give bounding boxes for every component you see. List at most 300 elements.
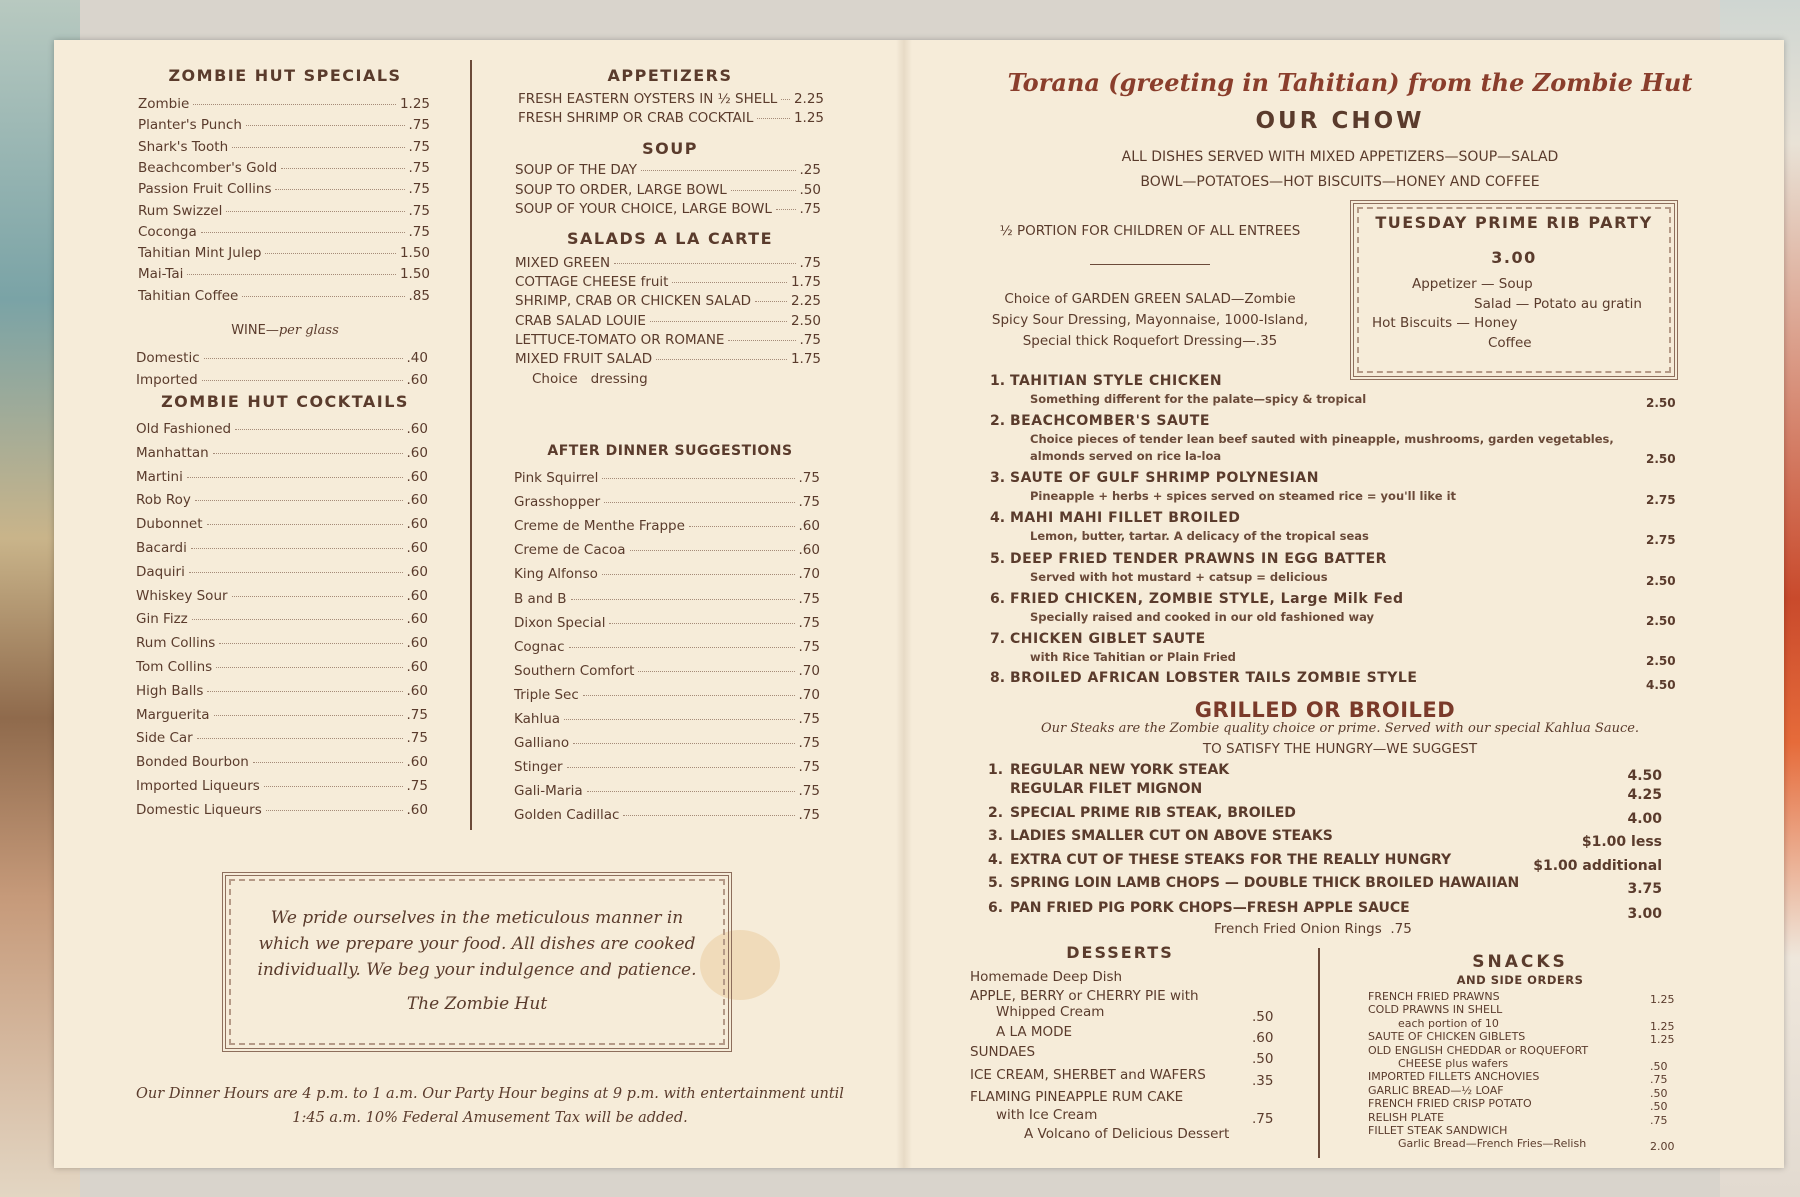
salad-item-name: SHRIMP, CRAB OR CHICKEN SALAD (515, 293, 752, 310)
dessert-price-3: .50 (1252, 1009, 1274, 1025)
special-item-price: .75 (408, 181, 430, 198)
dessert-line-9: A Volcano of Delicious Dessert (1024, 1126, 1230, 1142)
chow-subtitle-line-1: ALL DISHES SERVED WITH MIXED APPETIZERS—SOUP—SALAD (1121, 149, 1559, 165)
entree-description: almonds served on rice la-loa (1030, 449, 1222, 463)
after-dinner-item (514, 711, 820, 727)
cocktail-item-price: .60 (406, 563, 428, 580)
after-dinner-item (514, 518, 820, 534)
dot-leader (197, 738, 403, 739)
after-dinner-item (514, 615, 820, 631)
dessert-line-6: ICE CREAM, SHERBET and WAFERS (970, 1067, 1206, 1083)
note-divider (1090, 264, 1210, 265)
soup-item-name: SOUP OF THE DAY (515, 162, 638, 178)
soup-item-name: SOUP TO ORDER, LARGE BOWL (515, 181, 727, 198)
cocktail-item-price: .75 (406, 706, 428, 723)
special-item-name: Mai-Tai (138, 266, 184, 283)
special-item-price: .85 (408, 287, 430, 304)
wine-item-price: .40 (406, 350, 428, 366)
salad-choice (980, 289, 1320, 352)
entree-description: Lemon, butter, tartar. A delicacy of the tropical seas (1030, 529, 1369, 543)
appetizer-item-name: FRESH SHRIMP OR CRAB COCKTAIL (518, 110, 754, 126)
grilled-item-number: 2. (988, 805, 1004, 821)
after-dinner-item-price: .75 (798, 807, 820, 824)
entree-description: Specially raised and cooked in our old fashioned way (1030, 610, 1375, 624)
snack-line: Garlic Bread—French Fries—Relish (1398, 1137, 1587, 1151)
entree-title: FRIED CHICKEN, ZOMBIE STYLE, Large Milk Fed (1010, 591, 1404, 607)
hours-line-2: 1:45 a.m. 10% Federal Amusement Tax will be added. (292, 1110, 688, 1126)
dot-leader (189, 572, 403, 573)
salad-item-name: MIXED GREEN (515, 255, 611, 271)
cocktail-item-price: .60 (406, 682, 428, 699)
prime-rib-line-1: Appetizer — Soup (1412, 276, 1533, 292)
salad-item (515, 351, 821, 367)
dessert-price-4: .60 (1252, 1030, 1274, 1046)
after-dinner-item-name: Creme de Cacoa (514, 542, 626, 559)
cocktail-item-price: .60 (406, 421, 428, 437)
dot-leader (776, 209, 796, 210)
dessert-line-4: A LA MODE (996, 1024, 1073, 1040)
salad-item-price: 2.50 (790, 312, 821, 329)
dot-leader (587, 791, 795, 792)
snack-line: COLD PRAWNS IN SHELL (1368, 1003, 1503, 1017)
prime-rib-line-4: Coffee (1488, 335, 1532, 351)
grilled-item-name: PAN FRIED PIG PORK CHOPS—FRESH APPLE SAUCE (1010, 900, 1410, 916)
entree-description: Something different for the palate—spicy & tropical (1030, 392, 1367, 406)
snack-price: 1.25 (1650, 1019, 1675, 1033)
prime-rib-price: 3.00 (1491, 248, 1537, 267)
entree-price: 4.50 (1646, 678, 1676, 692)
after-dinner-item-name: Galliano (514, 735, 570, 752)
cocktail-item (136, 611, 428, 627)
special-item-price: 1.50 (399, 266, 430, 283)
dot-leader (253, 762, 403, 763)
after-dinner-item (514, 639, 820, 655)
grilled-item-name: SPECIAL PRIME RIB STEAK, BROILED (1010, 805, 1296, 821)
entree-title: SAUTE OF GULF SHRIMP POLYNESIAN (1010, 470, 1319, 486)
salads-note: Choice dressing (532, 371, 648, 387)
after-dinner-item (514, 663, 820, 679)
dot-leader (195, 500, 403, 501)
dot-leader (216, 667, 402, 668)
dessert-line-3: Whipped Cream (996, 1004, 1105, 1020)
entree-title: TAHITIAN STYLE CHICKEN (1010, 373, 1223, 389)
salad-item (515, 332, 821, 348)
wine-title-main: WINE (231, 323, 266, 338)
soup-item-price: .50 (799, 181, 821, 198)
after-dinner-item-name: Dixon Special (514, 614, 606, 631)
entree-number: 5. (990, 551, 1006, 567)
after-dinner-item-name: Triple Sec (514, 686, 579, 703)
special-item-name: Planter's Punch (138, 117, 242, 134)
special-item-name: Beachcomber's Gold (138, 159, 278, 176)
salad-item-price: .75 (799, 331, 821, 348)
after-dinner-item-name: King Alfonso (514, 566, 598, 583)
dot-leader (201, 232, 405, 233)
snack-line: FILLET STEAK SANDWICH (1368, 1124, 1508, 1137)
cocktail-item (136, 421, 428, 437)
dessert-line-5: SUNDAES (970, 1044, 1036, 1060)
dot-leader (614, 263, 795, 264)
desserts-title: DESSERTS (1066, 943, 1174, 962)
after-dinner-item (514, 687, 820, 703)
snack-line: RELISH PLATE (1368, 1110, 1445, 1124)
soup-item-name: SOUP OF YOUR CHOICE, LARGE BOWL (515, 201, 772, 217)
dot-leader (264, 786, 403, 787)
after-dinner-item (514, 735, 820, 751)
special-item (138, 96, 430, 112)
greeting: Torana (greeting in Tahitian) from the Zombie Hut (1007, 68, 1693, 97)
pride-line-2: which we prepare your food. All dishes are cooked (258, 934, 696, 954)
dot-leader (672, 282, 786, 283)
after-dinner-item-name: Creme de Menthe Frappe (514, 518, 685, 535)
dot-leader (602, 574, 795, 575)
grilled-item-price: 4.50 (1627, 768, 1662, 784)
snack-price: 2.00 (1650, 1140, 1675, 1154)
dessert-price-8: .75 (1252, 1111, 1274, 1127)
entree-number: 2. (990, 413, 1006, 429)
salad-choice-line-1: Choice of GARDEN GREEN SALAD—Zombie (1004, 291, 1296, 307)
snack-line: each portion of 10 (1398, 1016, 1499, 1030)
soup-item-price: .25 (799, 162, 821, 178)
after-dinner-item-price: .75 (798, 590, 820, 607)
after-dinner-item (514, 470, 820, 486)
special-item (138, 117, 430, 133)
snack-price: 1.25 (1650, 993, 1675, 1006)
dot-leader (602, 478, 794, 479)
grilled-item-name: REGULAR FILET MIGNON (1010, 781, 1203, 797)
salad-item-price: 2.25 (790, 293, 821, 310)
entree-title: BROILED AFRICAN LOBSTER TAILS ZOMBIE STYLE (1010, 670, 1418, 686)
snack-price: .75 (1650, 1113, 1668, 1127)
salad-item-price: 1.75 (790, 274, 821, 291)
children-note: ½ PORTION FOR CHILDREN OF ALL ENTREES (999, 223, 1301, 239)
entree-title: MAHI MAHI FILLET BROILED (1010, 510, 1241, 526)
snack-line: SAUTE OF CHICKEN GIBLETS (1368, 1030, 1526, 1044)
after-dinner-item-name: Gali-Maria (514, 783, 583, 800)
grilled-item-price: $1.00 less (1581, 834, 1662, 850)
dot-leader (226, 211, 404, 212)
pride-line-1: We pride ourselves in the meticulous manner in (270, 908, 684, 928)
wine-item-price: .60 (406, 371, 428, 388)
wine-item (136, 372, 428, 388)
wine-item (136, 350, 428, 366)
dot-leader (242, 296, 404, 297)
cocktail-item-name: Dubonnet (136, 516, 203, 533)
cocktail-item (136, 469, 428, 485)
entree-description: Choice pieces of tender lean beef sauted with pineapple, mushrooms, garden vegetables, (1030, 432, 1614, 446)
entree-number: 6. (990, 591, 1006, 607)
grilled-item-name: SPRING LOIN LAMB CHOPS — DOUBLE THICK BROILED HAWAIIAN (1010, 875, 1520, 891)
entree-title: BEACHCOMBER'S SAUTE (1010, 413, 1210, 429)
cocktail-item-price: .60 (406, 540, 428, 556)
grilled-item-price: 4.00 (1627, 811, 1662, 827)
dessert-price-5: .50 (1252, 1051, 1274, 1067)
cocktail-item-name: Whiskey Sour (136, 587, 228, 604)
after-dinner-item (514, 807, 820, 823)
grilled-item-price: $1.00 additional (1533, 858, 1662, 874)
snack-line: IMPORTED FILLETS ANCHOVIES (1368, 1070, 1540, 1084)
cocktail-item (136, 445, 428, 461)
salad-item (515, 274, 821, 290)
special-item-price: 1.50 (399, 245, 430, 262)
dot-leader (202, 380, 403, 381)
dot-leader (755, 301, 787, 302)
dot-leader (219, 643, 402, 644)
salad-item (515, 293, 821, 309)
grilled-item-number: 3. (988, 828, 1004, 844)
snack-price: .75 (1650, 1073, 1668, 1087)
grilled-item-name: EXTRA CUT OF THESE STEAKS FOR THE REALLY HUNGRY (1010, 852, 1452, 868)
salad-item-name: MIXED FRUIT SALAD (515, 351, 653, 367)
grilled-item-number: 4. (988, 852, 1004, 868)
dot-leader (204, 358, 403, 359)
wine-item-name: Domestic (136, 350, 200, 366)
pride-text (222, 905, 732, 1017)
snack-line: OLD ENGLISH CHEDDAR or ROQUEFORT (1368, 1043, 1589, 1057)
cocktail-item (136, 659, 428, 675)
grilled-item-name: REGULAR NEW YORK STEAK (1010, 762, 1230, 778)
special-item-name: Rum Swizzel (138, 202, 223, 219)
cocktail-item-name: Rum Collins (136, 635, 216, 652)
entree-number: 7. (990, 631, 1006, 647)
dot-leader (266, 810, 403, 811)
salad-item-price: 1.75 (790, 351, 821, 367)
entree-description: with Rice Tahitian or Plain Fried (1030, 650, 1236, 664)
dot-leader (191, 548, 403, 549)
dot-leader (623, 815, 794, 816)
dot-leader (567, 767, 795, 768)
special-item-name: Zombie (138, 96, 190, 112)
dot-leader (571, 599, 795, 600)
entree-number: 3. (990, 470, 1006, 486)
snack-price: .50 (1650, 1060, 1668, 1073)
snack-price: 1.25 (1650, 1033, 1675, 1047)
pride-signature: The Zombie Hut (406, 994, 548, 1014)
dot-leader (246, 125, 405, 126)
cocktail-item (136, 635, 428, 651)
dot-leader (265, 253, 395, 254)
grilled-suggest: TO SATISFY THE HUNGRY—WE SUGGEST (1202, 741, 1478, 757)
grilled-item-number: 5. (988, 875, 1004, 891)
cocktail-item (136, 778, 428, 794)
cocktail-item-price: .60 (406, 587, 428, 604)
onion-rings: French Fried Onion Rings .75 (1214, 921, 1412, 937)
dot-leader (656, 359, 787, 360)
dot-leader (583, 695, 795, 696)
cocktail-item-price: .60 (406, 516, 428, 533)
dessert-line-7: FLAMING PINEAPPLE RUM CAKE (970, 1089, 1184, 1105)
cocktail-item-name: Marguerita (136, 706, 210, 723)
entree-price: 2.75 (1646, 533, 1676, 547)
salad-item (515, 255, 821, 271)
salads-title: SALADS A LA CARTE (566, 229, 774, 248)
entree-title: DEEP FRIED TENDER PRAWNS IN EGG BATTER (1010, 551, 1387, 567)
dot-leader (275, 189, 404, 190)
cocktail-item-name: Rob Roy (136, 492, 191, 509)
cocktail-item-name: Gin Fizz (136, 611, 188, 628)
dot-leader (638, 671, 794, 672)
after-dinner-item-price: .60 (798, 542, 820, 559)
entree-price: 2.50 (1646, 396, 1676, 410)
chow-subtitle (1000, 145, 1680, 195)
cocktail-item-name: Bonded Bourbon (136, 754, 249, 771)
entree-price: 2.50 (1646, 654, 1676, 668)
cocktail-item-name: Side Car (136, 730, 193, 747)
special-item-price: .75 (408, 223, 430, 240)
salad-item-price: .75 (799, 255, 821, 271)
cocktail-item (136, 754, 428, 770)
snacks-title: SNACKS (1472, 952, 1568, 972)
special-item-price: .75 (408, 117, 430, 134)
grilled-item-number: 6. (988, 900, 1004, 916)
dot-leader (213, 453, 403, 454)
entree-price: 2.50 (1646, 614, 1676, 628)
grilled-item-price: 4.25 (1627, 787, 1662, 803)
cocktails-title: ZOMBIE HUT COCKTAILS (161, 392, 409, 411)
entree-price: 2.75 (1646, 493, 1676, 507)
salad-item-name: COTTAGE CHEESE fruit (515, 274, 669, 291)
salad-item-name: LETTUCE-TOMATO OR ROMANE (515, 331, 725, 348)
snack-line: FRENCH FRIED PRAWNS (1368, 990, 1500, 1003)
after-dinner-item-price: .70 (798, 662, 820, 679)
dessert-price-6: .35 (1252, 1073, 1274, 1089)
cocktail-item (136, 492, 428, 508)
appetizer-item-price: 2.25 (793, 91, 824, 107)
after-dinner-item-price: .75 (798, 614, 820, 631)
special-item-name: Shark's Tooth (138, 138, 229, 155)
special-item-price: .75 (408, 159, 430, 176)
entree-number: 4. (990, 510, 1006, 526)
cocktail-item-price: .60 (406, 754, 428, 771)
hours-line-1: Our Dinner Hours are 4 p.m. to 1 a.m. Our Party Hour begins at 9 p.m. with entertainment until (136, 1086, 844, 1102)
entree-title: CHICKEN GIBLET SAUTE (1010, 631, 1206, 647)
cocktail-item-name: Imported Liqueurs (136, 778, 260, 794)
snack-line: GARLIC BREAD—½ LOAF (1368, 1083, 1504, 1097)
after-dinner-item-price: .75 (798, 638, 820, 655)
grilled-item-price: 3.00 (1627, 906, 1662, 922)
appetizer-item-price: 1.25 (793, 110, 824, 126)
wine-title (130, 323, 440, 338)
after-dinner-item-price: .75 (798, 494, 820, 511)
special-item (138, 266, 430, 282)
appetizer-item-name: FRESH EASTERN OYSTERS IN ½ SHELL (518, 91, 778, 107)
dot-leader (731, 190, 796, 191)
dot-leader (689, 526, 795, 527)
entree-description: Pineapple + herbs + spices served on steamed rice = you'll like it (1030, 489, 1457, 503)
appetizers-title: APPETIZERS (607, 66, 733, 85)
cocktail-item-name: Martini (136, 468, 183, 485)
cocktail-item (136, 683, 428, 699)
cocktail-item-name: Manhattan (136, 444, 209, 461)
cocktail-item-name: Bacardi (136, 540, 187, 556)
appetizer-item (518, 110, 824, 126)
dessert-line-8: with Ice Cream (996, 1107, 1098, 1123)
dot-leader (630, 550, 795, 551)
dot-leader (650, 321, 787, 322)
cocktail-item (136, 588, 428, 604)
dot-leader (193, 104, 396, 105)
after-dinner-item (514, 494, 820, 510)
dot-leader (569, 647, 795, 648)
after-dinner-item-name: B and B (514, 590, 567, 607)
cocktail-item-name: Old Fashioned (136, 421, 232, 437)
special-item (138, 224, 430, 240)
center-fold (896, 40, 912, 1168)
chow-subtitle-line-2: BOWL—POTATOES—HOT BISCUITS—HONEY AND COFFEE (1140, 174, 1540, 190)
salad-choice-line-2: Spicy Sour Dressing, Mayonnaise, 1000-Island, (991, 312, 1309, 328)
cocktail-item-name: Domestic Liqueurs (136, 801, 262, 818)
after-dinner-item (514, 542, 820, 558)
dot-leader (187, 477, 403, 478)
soup-item (515, 182, 821, 198)
hours-note (110, 1082, 870, 1130)
snack-price: .50 (1650, 1100, 1668, 1114)
column-divider-right (1318, 948, 1320, 1158)
dot-leader (281, 168, 404, 169)
after-dinner-item-name: Cognac (514, 638, 565, 655)
dot-leader (187, 274, 396, 275)
after-dinner-title: AFTER DINNER SUGGESTIONS (547, 443, 793, 459)
soup-item-price: .75 (799, 201, 821, 217)
dot-leader (604, 502, 794, 503)
grilled-item-name: LADIES SMALLER CUT ON ABOVE STEAKS (1010, 828, 1333, 844)
wine-item-name: Imported (136, 371, 198, 388)
snacks-subtitle: AND SIDE ORDERS (1456, 973, 1584, 987)
cocktail-item (136, 707, 428, 723)
snack-line: FRENCH FRIED CRISP POTATO (1368, 1097, 1532, 1111)
after-dinner-item-name: Southern Comfort (514, 662, 635, 679)
dot-leader (214, 715, 403, 716)
dot-leader (235, 429, 402, 430)
after-dinner-item-name: Kahlua (514, 711, 561, 727)
cocktail-item (136, 730, 428, 746)
dessert-line-1: Homemade Deep Dish (970, 969, 1123, 985)
after-dinner-item (514, 591, 820, 607)
cocktail-item-price: .60 (406, 801, 428, 818)
dot-leader (609, 623, 794, 624)
entree-number: 1. (990, 373, 1006, 389)
dot-leader (757, 118, 790, 119)
dot-leader (641, 170, 796, 171)
special-item-name: Coconga (138, 223, 197, 240)
snack-line: CHEESE plus wafers (1398, 1057, 1509, 1070)
entree-price: 2.50 (1646, 452, 1676, 466)
cocktail-item (136, 516, 428, 532)
cocktail-item-price: .60 (406, 444, 428, 461)
cocktail-item (136, 540, 428, 556)
special-item (138, 181, 430, 197)
dot-leader (232, 147, 404, 148)
special-item-price: .75 (408, 138, 430, 155)
snack-price: .50 (1650, 1086, 1668, 1100)
dot-leader (573, 743, 794, 744)
cocktail-item (136, 802, 428, 818)
entree-description: Served with hot mustard + catsup = delicious (1030, 570, 1328, 584)
special-item (138, 288, 430, 304)
after-dinner-item-name: Grasshopper (514, 494, 601, 511)
special-item (138, 245, 430, 261)
after-dinner-item-name: Golden Cadillac (514, 807, 620, 824)
prime-rib-title: TUESDAY PRIME RIB PARTY (1375, 213, 1653, 232)
cocktail-item (136, 564, 428, 580)
prime-rib-line-3: Hot Biscuits — Honey (1372, 315, 1518, 331)
salad-item-name: CRAB SALAD LOUIE (515, 312, 646, 329)
salad-choice-line-3: Special thick Roquefort Dressing—.35 (1022, 333, 1278, 349)
after-dinner-item-price: .70 (798, 686, 820, 703)
after-dinner-item-price: .75 (798, 470, 820, 486)
column-divider-left (470, 60, 472, 830)
dot-leader (207, 691, 402, 692)
